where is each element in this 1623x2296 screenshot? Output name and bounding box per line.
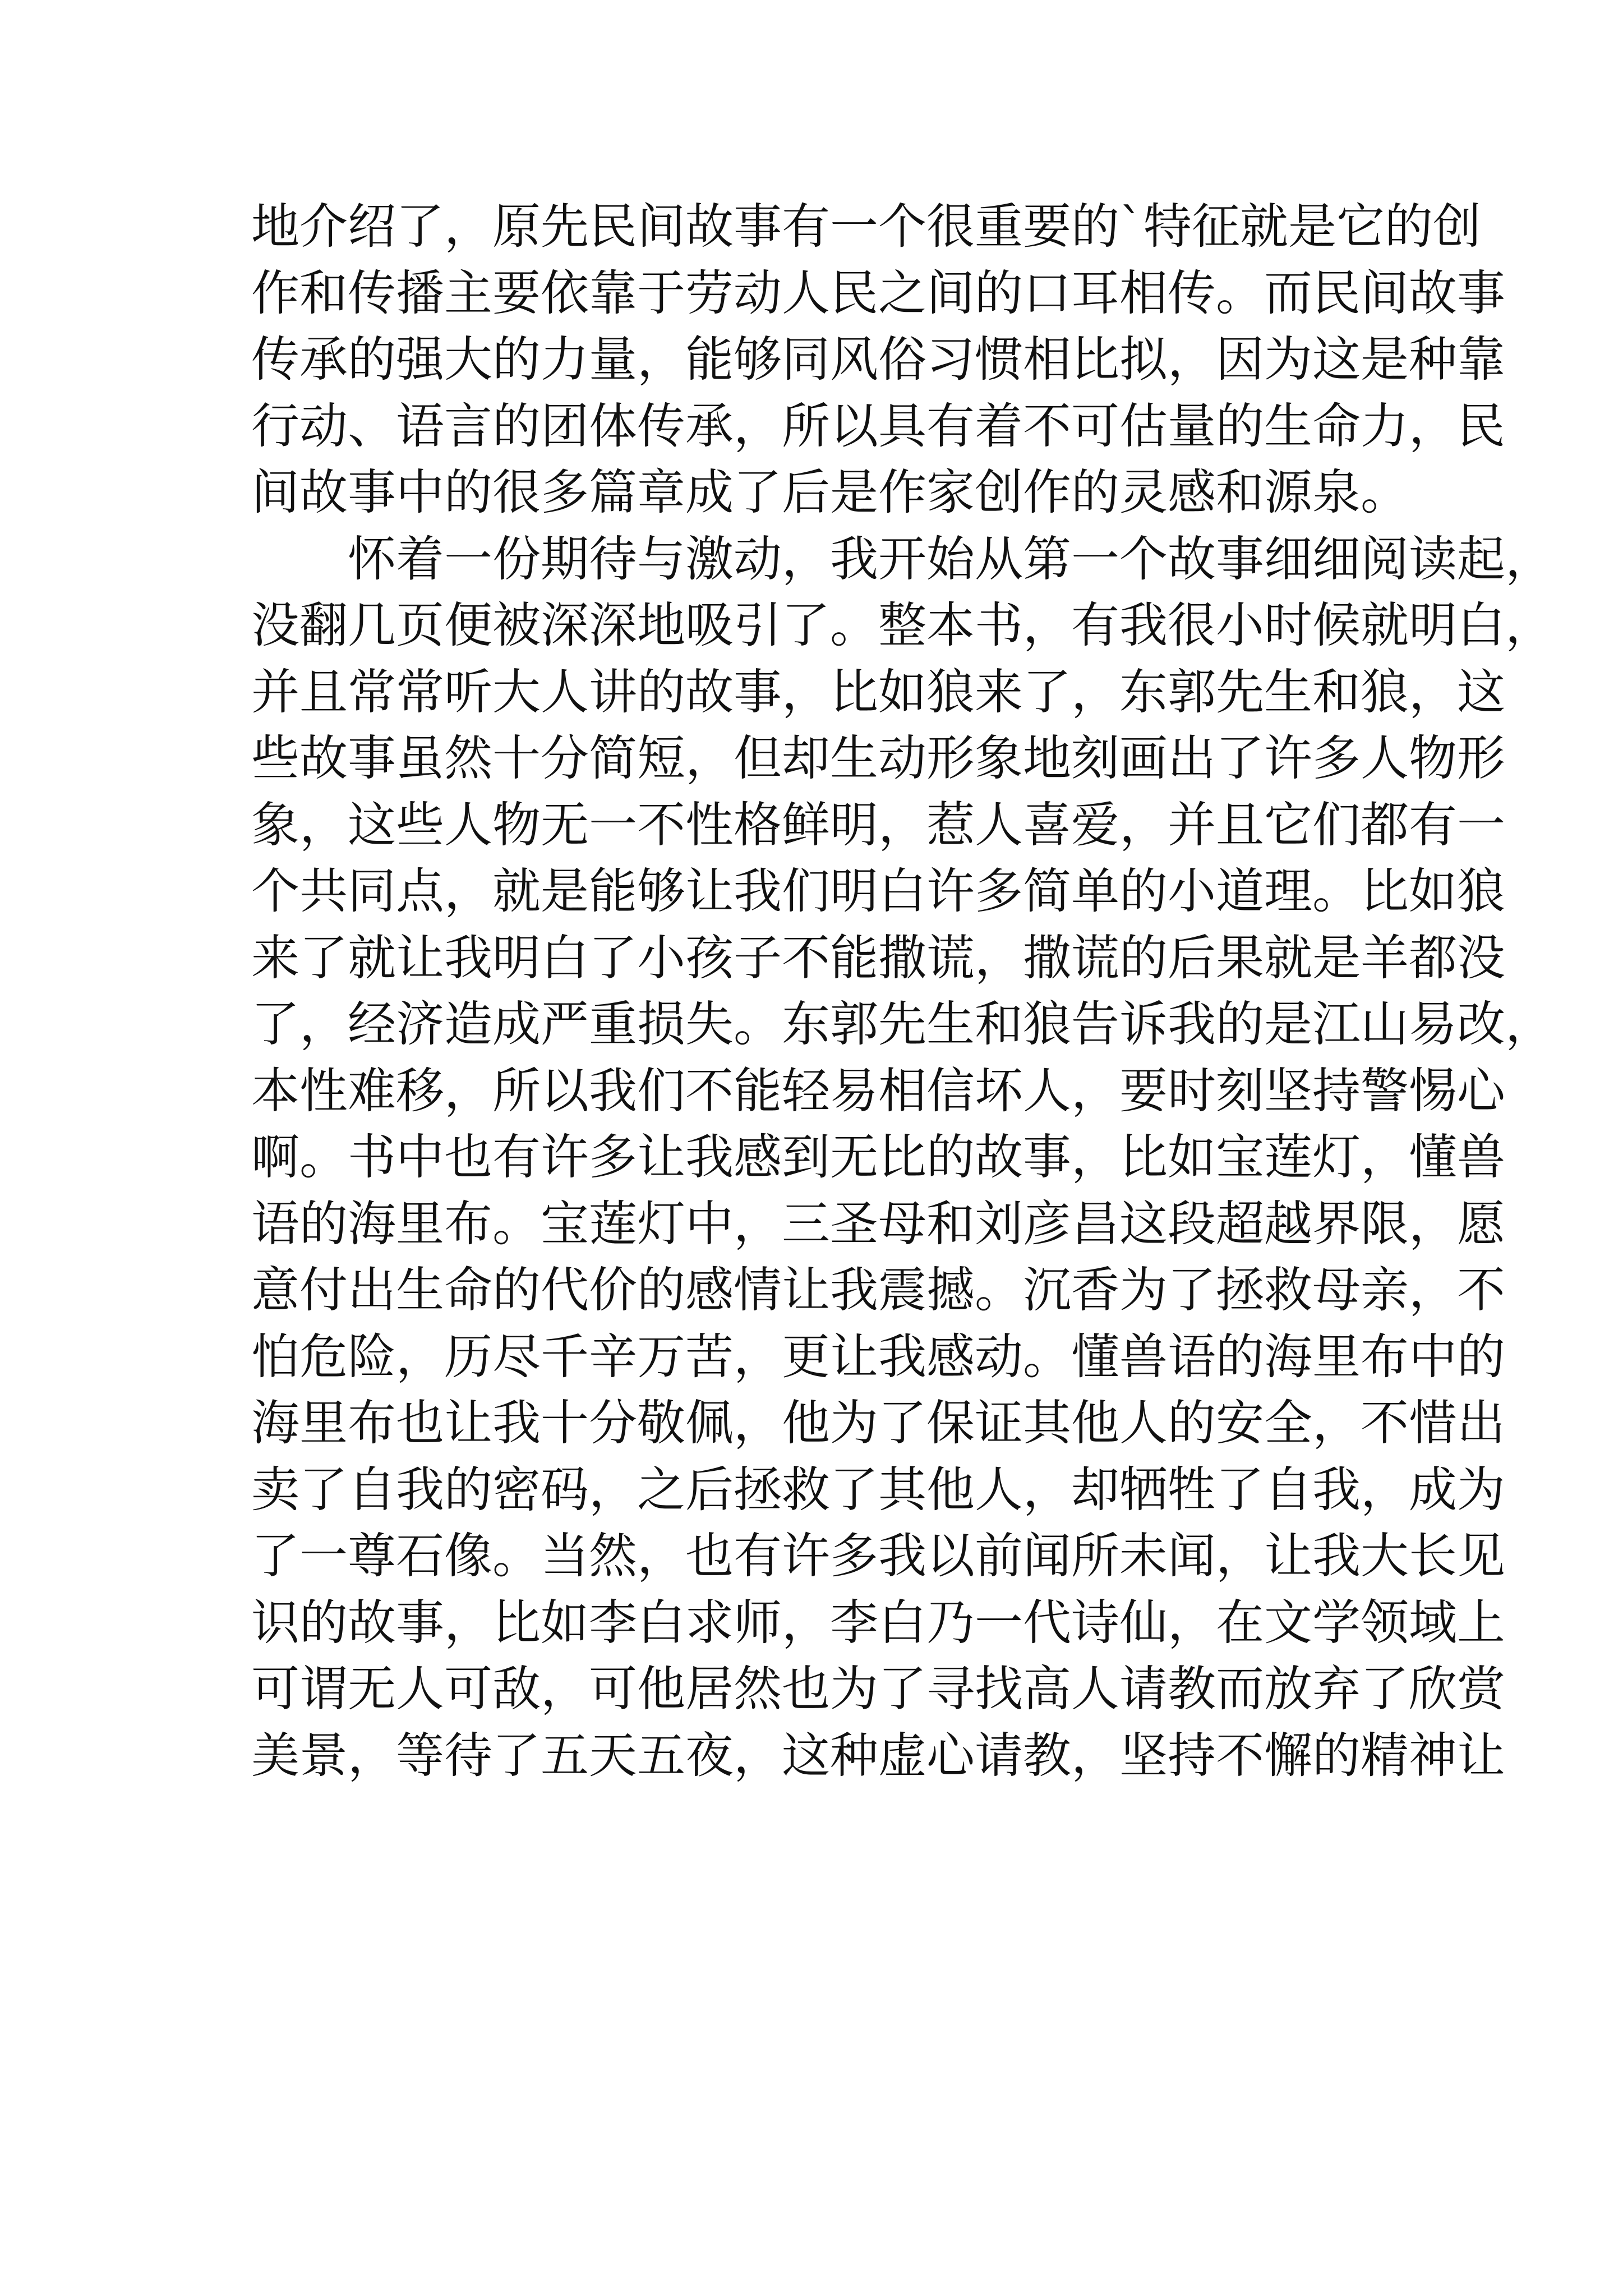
text-line: 本性难移，所以我们不能轻易相信坏人，要时刻坚持警惕心 xyxy=(251,1062,1505,1119)
text-line: 识的故事，比如李白求师，李白乃一代诗仙，在文学领域上 xyxy=(251,1594,1505,1651)
text-line: 传承的强大的力量，能够同风俗习惯相比拟，因为这是种靠 xyxy=(251,332,1505,388)
text-line: 怀着一份期待与激动，我开始从第一个故事细细阅读起， xyxy=(348,531,1553,587)
text-line: 来了就让我明白了小孩子不能撒谎，撒谎的后果就是羊都没 xyxy=(251,930,1505,986)
text-line: 卖了自我的密码，之后拯救了其他人，却牺牲了自我，成为 xyxy=(251,1461,1505,1518)
text-line: 美景，等待了五天五夜，这种虚心请教，坚持不懈的精神让 xyxy=(251,1727,1505,1784)
text-line: 行动、语言的团体传承，所以具有着不可估量的生命力，民 xyxy=(251,398,1505,454)
text-line: 些故事虽然十分简短，但却生动形象地刻画出了许多人物形 xyxy=(251,730,1505,786)
text-line: 语的海里布。宝莲灯中，三圣母和刘彦昌这段超越界限，愿 xyxy=(251,1195,1505,1252)
text-line: 作和传播主要依靠于劳动人民之间的口耳相传。而民间故事 xyxy=(251,265,1505,321)
text-line: 可谓无人可敌，可他居然也为了寻找高人请教而放弃了欣赏 xyxy=(251,1661,1505,1717)
text-line: 意付出生命的代价的感情让我震撼。沉香为了拯救母亲，不 xyxy=(251,1262,1505,1318)
text-line: 没翻几页便被深深地吸引了。整本书，有我很小时候就明白， xyxy=(251,597,1553,654)
text-line: 海里布也让我十分敬佩，他为了保证其他人的安全，不惜出 xyxy=(251,1395,1505,1451)
text-line: 了，经济造成严重损失。东郭先生和狼告诉我的是江山易改， xyxy=(251,996,1553,1052)
text-line: 象，这些人物无一不性格鲜明，惹人喜爱，并且它们都有一 xyxy=(251,797,1505,853)
text-line: 并且常常听大人讲的故事，比如狼来了，东郭先生和狼，这 xyxy=(251,664,1505,720)
text-line: 怕危险，历尽千辛万苦，更让我感动。懂兽语的海里布中的 xyxy=(251,1328,1505,1385)
text-line: 啊。书中也有许多让我感到无比的故事，比如宝莲灯，懂兽 xyxy=(251,1129,1505,1185)
body-text xyxy=(251,194,1553,1789)
text-line: 了一尊石像。当然，也有许多我以前闻所未闻，让我大长见 xyxy=(251,1528,1505,1584)
text-line: 个共同点，就是能够让我们明白许多简单的小道理。比如狼 xyxy=(251,863,1505,919)
text-line: 间故事中的很多篇章成了后是作家创作的灵感和源泉。 xyxy=(251,464,1409,521)
text-line: 地介绍了，原先民间故事有一个很重要的`特征就是它的创 xyxy=(251,199,1481,255)
